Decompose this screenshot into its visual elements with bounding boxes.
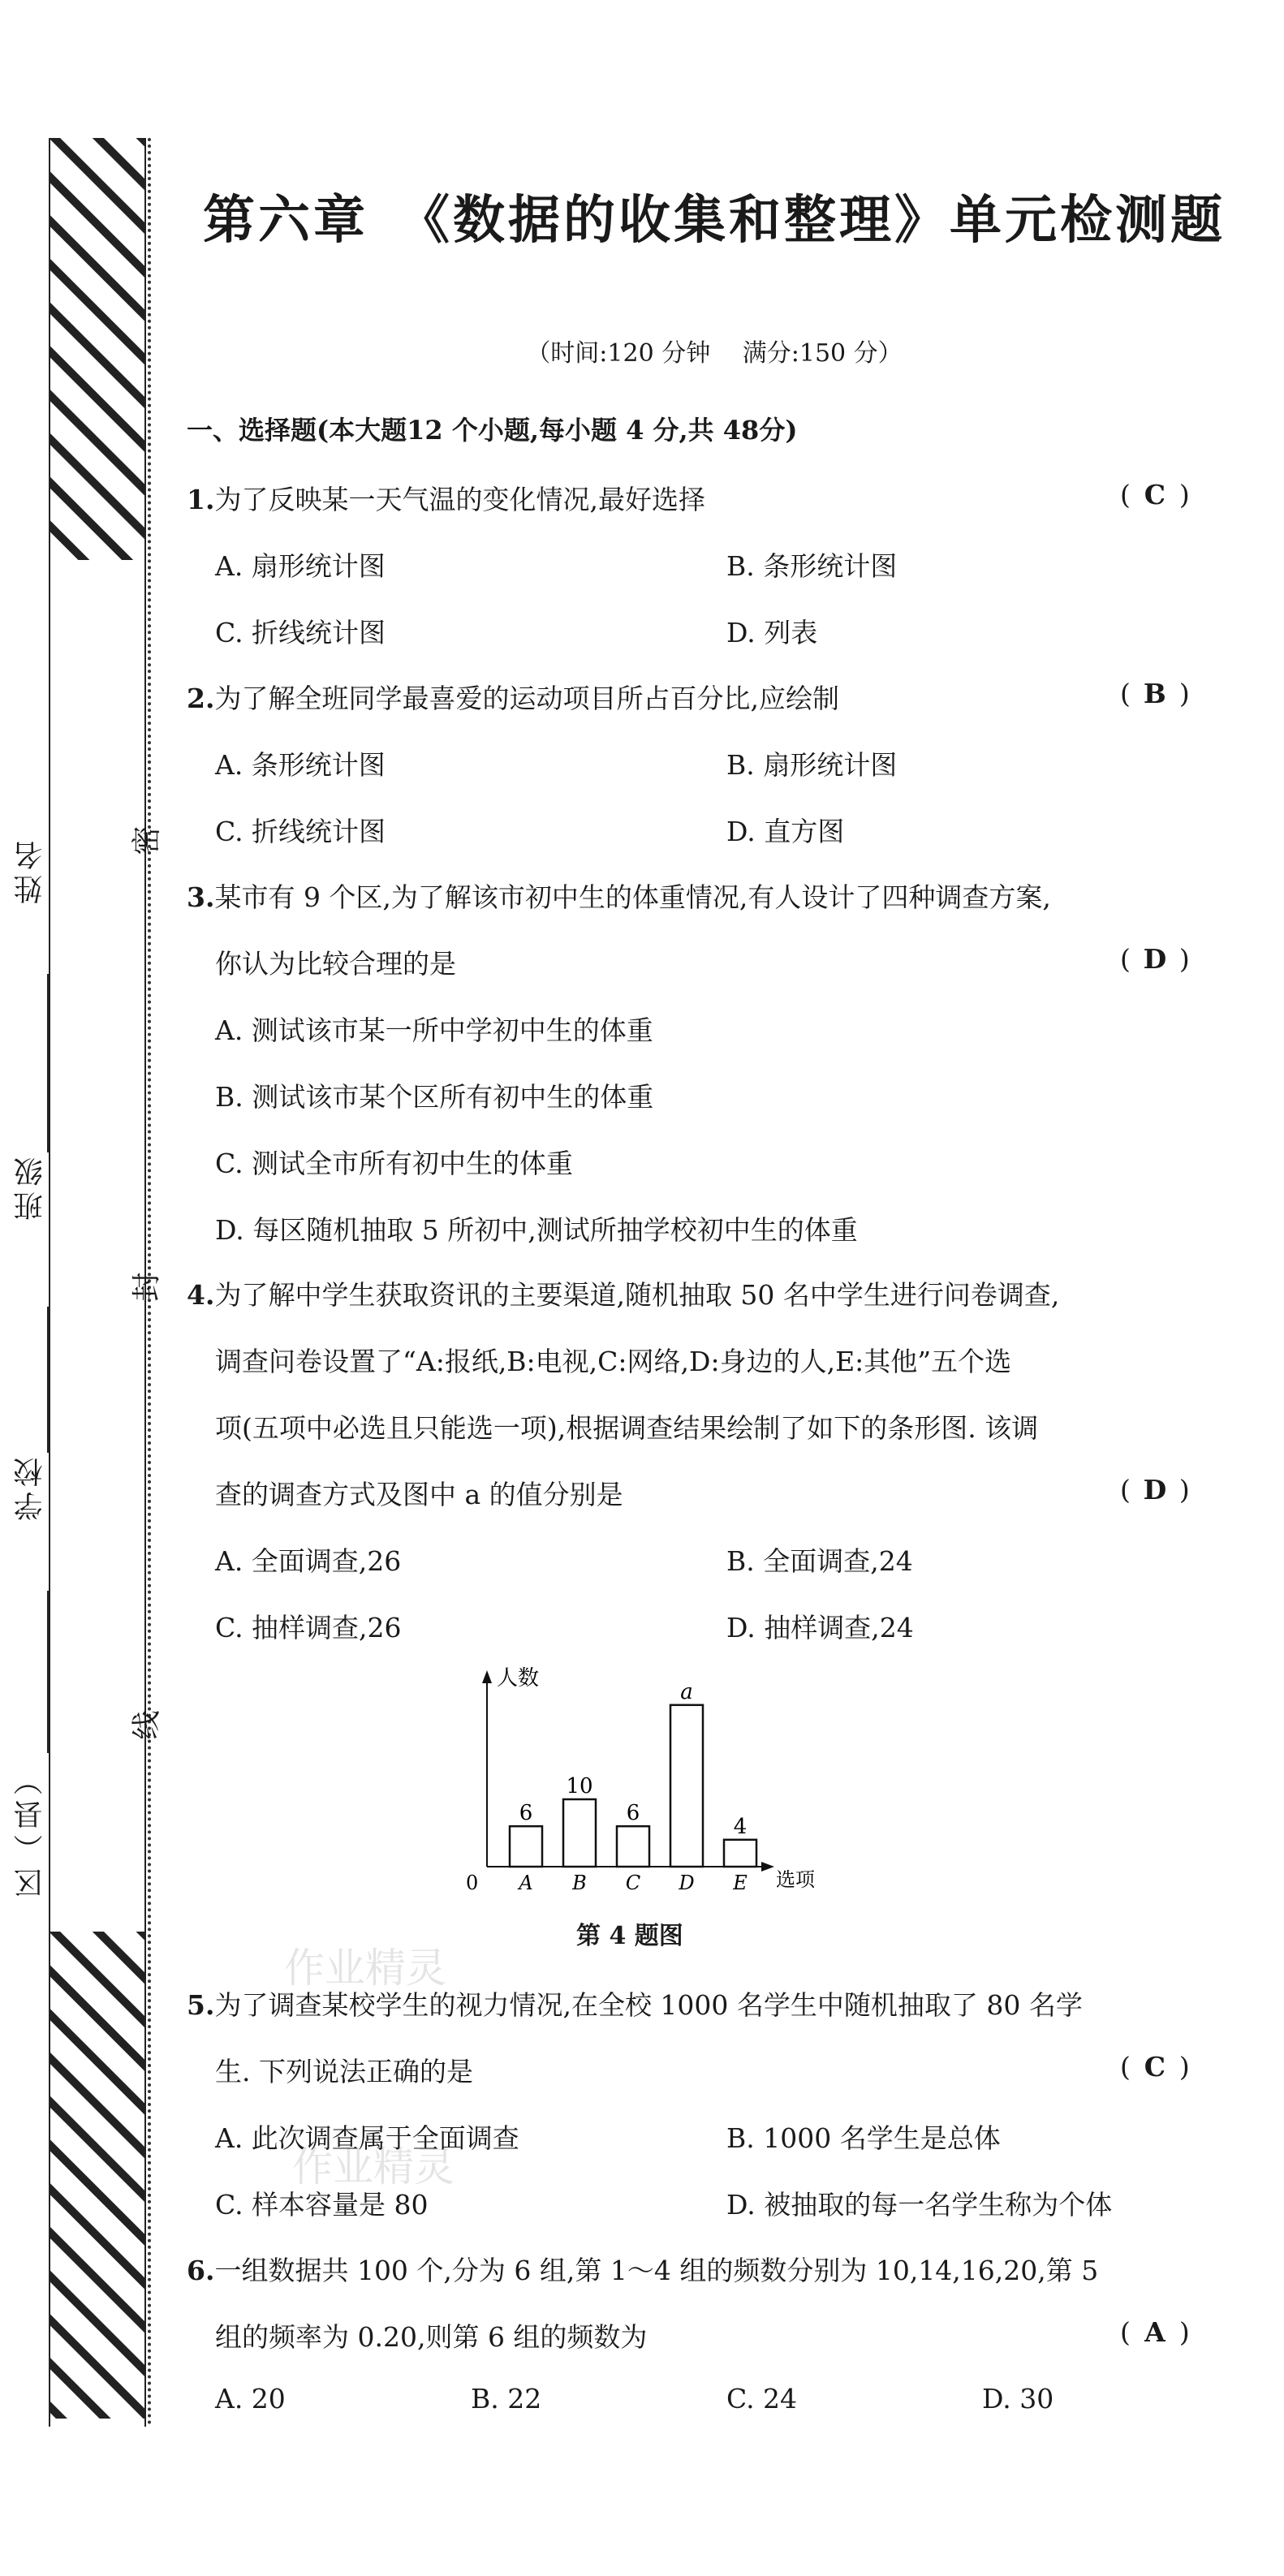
- answer-close: ): [1178, 2051, 1190, 2083]
- hatch-top: [49, 138, 146, 560]
- question-6-stem: [187, 2250, 1098, 2288]
- x-tick-label: B: [572, 1872, 587, 1894]
- answer-letter: C: [1144, 2051, 1166, 2083]
- option: A. 全面调查,26: [215, 1545, 402, 1577]
- bar: [617, 1826, 649, 1867]
- origin-label: 0: [466, 1872, 479, 1894]
- bar-data-label: 4: [733, 1814, 748, 1839]
- question-text: 一组数据共 100 个,分为 6 组,第 1～4 组的频数分别为 10,14,16,20,第 5: [214, 2255, 1099, 2286]
- question-5-stem-line2: 生. 下列说法正确的是: [215, 2056, 473, 2087]
- bar: [670, 1705, 703, 1867]
- answer-close: ): [1178, 943, 1190, 975]
- answer-letter: D: [1143, 943, 1167, 975]
- x-axis-label: 选项: [776, 1868, 815, 1891]
- question-3-stem: [187, 877, 1051, 915]
- option: B. 测试该市某个区所有初中生的体重: [215, 1081, 654, 1113]
- question-6-answer: [1120, 2316, 1190, 2348]
- answer-open: (: [1120, 479, 1131, 510]
- answer-letter: C: [1144, 479, 1166, 510]
- bar: [510, 1826, 542, 1867]
- question-text: 某市有 9 个区,为了解该市初中生的体重情况,有人设计了四种调查方案,: [214, 881, 1051, 913]
- school-field-line: [47, 1591, 49, 1753]
- question-number: 4.: [187, 1279, 215, 1311]
- class-field-line: [47, 1307, 49, 1453]
- bar-data-label: 10: [566, 1774, 593, 1798]
- bar-data-label: a: [680, 1679, 693, 1704]
- hatch-bottom: [49, 1932, 146, 2419]
- question-4-stem-line3: 项(五项中必选且只能选一项),根据调查结果绘制了如下的条形图. 该调: [215, 1412, 1039, 1444]
- answer-close: ): [1178, 479, 1190, 510]
- option: C. 测试全市所有初中生的体重: [215, 1148, 574, 1179]
- option: B. 扇形统计图: [726, 749, 898, 781]
- question-number: 1.: [187, 484, 215, 515]
- name-field-label: 姓名: [14, 836, 47, 904]
- question-4-bar-chart: [463, 1664, 820, 1899]
- question-2-answer: [1120, 678, 1190, 709]
- answer-open: (: [1120, 678, 1131, 709]
- question-number: 2.: [187, 683, 215, 714]
- x-tick-label: A: [519, 1872, 533, 1894]
- question-6-stem-line2: 组的频率为 0.20,则第 6 组的频数为: [215, 2321, 648, 2353]
- question-text: 为了调查某校学生的视力情况,在全校 1000 名学生中随机抽取了 80 名学: [214, 1989, 1083, 2021]
- option: D. 每区随机抽取 5 所初中,测试所抽学校初中生的体重: [215, 1214, 858, 1246]
- option: D. 列表: [726, 617, 818, 648]
- figure-caption: 第 4 题图: [576, 1922, 683, 1950]
- watermark-text: 作业精灵: [292, 2143, 455, 2190]
- answer-open: (: [1120, 1474, 1131, 1506]
- watermark-text: 作业精灵: [284, 1945, 446, 1992]
- question-text: 为了解全班同学最喜爱的运动项目所占百分比,应绘制: [214, 683, 839, 714]
- option: D. 30: [982, 2383, 1054, 2414]
- page-subtitle: （时间:120 分钟 满分:150 分）: [526, 339, 903, 368]
- question-3-answer: [1120, 943, 1190, 975]
- option: A. 20: [215, 2383, 286, 2414]
- option: C. 折线统计图: [215, 617, 386, 648]
- answer-open: (: [1120, 943, 1131, 975]
- option: C. 样本容量是 80: [215, 2189, 429, 2221]
- x-tick-label: C: [625, 1872, 641, 1894]
- question-2-stem: [187, 678, 839, 716]
- seal-char-xian: 线: [130, 1710, 164, 1740]
- question-5-stem: [187, 1984, 1083, 2022]
- question-1-stem: [187, 479, 705, 517]
- question-4-stem-line2: 调查问卷设置了“A:报纸,B:电视,C:网络,D:身边的人,E:其他”五个选: [215, 1346, 1012, 1377]
- option: B. 1000 名学生是总体: [726, 2122, 1001, 2154]
- district-field-label: 区（县）: [14, 1761, 47, 1898]
- option: A. 测试该市某一所中学初中生的体重: [215, 1014, 653, 1046]
- question-4-stem-line4: 查的调查方式及图中 a 的值分别是: [215, 1479, 623, 1510]
- question-3-stem-line2: 你认为比较合理的是: [215, 948, 456, 980]
- option: C. 抽样调查,26: [215, 1612, 402, 1643]
- answer-open: (: [1120, 2316, 1131, 2348]
- answer-close: ): [1178, 678, 1190, 709]
- margin-border-line: [49, 138, 50, 2427]
- x-tick-label: D: [679, 1872, 695, 1894]
- bar: [563, 1799, 596, 1867]
- x-axis-arrow: [761, 1862, 774, 1872]
- question-number: 3.: [187, 881, 215, 913]
- option: B. 22: [471, 2383, 542, 2414]
- option: D. 直方图: [726, 816, 845, 847]
- option: D. 抽样调查,24: [726, 1612, 914, 1643]
- option: B. 条形统计图: [726, 550, 898, 582]
- y-axis-arrow: [482, 1670, 492, 1683]
- bar-data-label: 6: [519, 1801, 533, 1826]
- question-number: 6.: [187, 2255, 215, 2286]
- seal-char-mi: 密: [130, 825, 164, 855]
- question-text: 为了解中学生获取资讯的主要渠道,随机抽取 50 名中学生进行问卷调查,: [214, 1279, 1060, 1311]
- answer-letter: A: [1144, 2316, 1166, 2348]
- option: A. 扇形统计图: [215, 550, 386, 582]
- x-tick-label: E: [733, 1872, 748, 1894]
- binding-margin: [0, 0, 162, 2576]
- option: A. 条形统计图: [215, 749, 386, 781]
- question-1-answer: [1120, 479, 1190, 510]
- answer-open: (: [1120, 2051, 1131, 2083]
- seal-char-feng: 封: [130, 1272, 164, 1302]
- question-text: 为了反映某一天气温的变化情况,最好选择: [214, 484, 705, 515]
- answer-close: ): [1178, 1474, 1190, 1506]
- question-number: 5.: [187, 1989, 215, 2021]
- question-4-stem: [187, 1274, 1059, 1312]
- school-field-label: 学校: [14, 1453, 47, 1521]
- answer-close: ): [1178, 2316, 1190, 2348]
- y-axis-label: 人数: [497, 1666, 540, 1691]
- answer-letter: D: [1143, 1474, 1167, 1506]
- question-5-answer: [1120, 2051, 1190, 2083]
- answer-letter: B: [1143, 678, 1166, 709]
- option: D. 被抽取的每一名学生称为个体: [726, 2189, 1113, 2221]
- bar-data-label: 6: [626, 1801, 640, 1826]
- bar: [724, 1840, 756, 1867]
- question-4-answer: [1120, 1474, 1190, 1506]
- class-field-label: 班级: [14, 1152, 47, 1221]
- name-field-line: [47, 974, 49, 1152]
- option: B. 全面调查,24: [726, 1545, 913, 1577]
- option: A. 此次调查属于全面调查: [215, 2122, 519, 2154]
- option: C. 24: [726, 2383, 798, 2414]
- option: C. 折线统计图: [215, 816, 386, 847]
- section-heading: 一、选择题(本大题12 个小题,每小题 4 分,共 48分): [187, 415, 798, 446]
- page-title: 第六章 《数据的收集和整理》单元检测题: [203, 190, 1226, 251]
